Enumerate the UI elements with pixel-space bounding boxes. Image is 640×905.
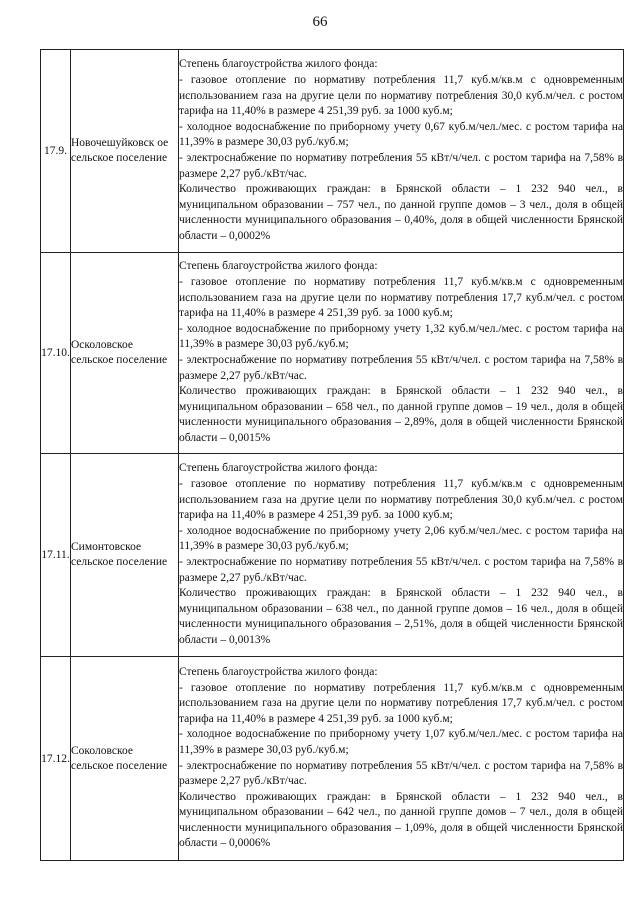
settlement-name: Симонтовское сельское поселение — [71, 454, 179, 657]
cold-water-text: - холодное водоснабжение по приборному учету 0,67 куб.м/чел./мес. с ростом тарифа на 11,39% в размере 30,03 руб./куб.м; — [179, 120, 623, 149]
cold-water-text: - холодное водоснабжение по приборному учету 2,06 куб.м/чел./мес. с ростом тарифа на 11,39% в размере 30,03 руб./куб.м; — [179, 524, 623, 553]
row-description — [179, 50, 624, 253]
population-text: Количество проживающих граждан: в Брянской области – 1 232 940 чел., в муниципальном образовании – 757 чел., по данной группе домов – 3 чел., доля в общей численности муниципального образования – 0,40%, доля в общей численности Брянской области – 0,0002% — [179, 183, 623, 242]
row-number: 17.12. — [41, 657, 71, 861]
table-row — [41, 454, 624, 657]
settlement-name: Осколовское сельское поселение — [71, 253, 179, 454]
gas-heating-text: - газовое отопление по нормативу потребления 11,7 куб.м/кв.м с одновременным использованием газа на другие цели по нормативу потребления 30,0 куб.м/чел. с ростом тарифа на 11,40% в размере 4 251,39 руб. за 1000 куб.м; — [179, 74, 623, 118]
cold-water-text: - холодное водоснабжение по приборному учету 1,07 куб.м/чел./мес. с ростом тарифа на 11,39% в размере 30,03 руб./куб.м; — [179, 728, 623, 756]
settlement-name: Соколовское сельское поселение — [71, 657, 179, 861]
page-number: 66 — [312, 14, 328, 30]
row-description — [179, 454, 624, 657]
population-text: Количество проживающих граждан: в Брянской области – 1 232 940 чел., в муниципальном образовании – 642 чел., по данной группе домов – 7 чел., доля в общей численности муниципального образования – 1,09%, доля в общей численности Брянской области – 0,0006% — [179, 790, 623, 850]
row-number: 17.10. — [41, 253, 71, 454]
settlement-name: Новочешуйковск ое сельское поселение — [71, 50, 179, 253]
row-number: 17.11. — [41, 454, 71, 657]
gas-heating-text: - газовое отопление по нормативу потребления 11,7 куб.м/кв.м с одновременным использованием газа на другие цели по нормативу потребления 17,7 куб.м/чел. с ростом тарифа на 11,40% в размере 4 251,39 руб. за 1000 куб.м; — [179, 681, 623, 725]
cold-water-text: - холодное водоснабжение по приборному учету 1,32 куб.м/чел./мес. с ростом тарифа на 11,39% в размере 30,03 руб./куб.м; — [179, 322, 623, 351]
row-description — [179, 657, 624, 861]
heading-text: Степень благоустройства жилого фонда: — [179, 58, 378, 71]
table-row — [41, 657, 624, 861]
electricity-text: - электроснабжение по нормативу потребления 55 кВт/ч/чел. с ростом тарифа на 7,58% в размере 2,27 руб./кВт/час. — [179, 759, 623, 788]
electricity-text: - электроснабжение по нормативу потребления 55 кВт/ч/чел. с ростом тарифа на 7,58% в размере 2,27 руб./кВт/час. — [179, 354, 623, 382]
population-text: Количество проживающих граждан: в Брянской области – 1 232 940 чел., в муниципальном образовании – 638 чел., по данной группе домов – 16 чел., доля в общей численности муниципального образования – 2,51%, доля в общей численности Брянской области – 0,0013% — [179, 587, 623, 646]
row-description — [179, 253, 624, 454]
heading-text: Степень благоустройства жилого фонда: — [179, 665, 378, 678]
electricity-text: - электроснабжение по нормативу потребления 55 кВт/ч/чел. с ростом тарифа на 7,58% в размере 2,27 руб./кВт/час. — [179, 152, 623, 180]
heading-text: Степень благоустройства жилого фонда: — [179, 462, 378, 475]
table-row — [41, 253, 624, 454]
row-number: 17.9. — [41, 50, 71, 253]
population-text: Количество проживающих граждан: в Брянской области – 1 232 940 чел., в муниципальном образовании – 658 чел., по данной группе домов – 19 чел., доля в общей численности муниципального образования – 2,89%, доля в общей численности Брянской области – 0,0015% — [179, 385, 623, 444]
heading-text: Степень благоустройства жилого фонда: — [179, 260, 378, 273]
table-row — [41, 50, 624, 253]
gas-heating-text: - газовое отопление по нормативу потребления 11,7 куб.м/кв.м с одновременным использованием газа на другие цели по нормативу потребления 30,0 куб.м/чел. с ростом тарифа на 11,40% в размере 4 251,39 руб. за 1000 куб.м; — [179, 478, 623, 522]
electricity-text: - электроснабжение по нормативу потребления 55 кВт/ч/чел. с ростом тарифа на 7,58% в размере 2,27 руб./кВт/час. — [179, 556, 623, 584]
settlements-table — [40, 49, 624, 861]
gas-heating-text: - газовое отопление по нормативу потребления 11,7 куб.м/кв.м с одновременным использованием газа на другие цели по нормативу потребления 17,7 куб.м/чел. с ростом тарифа на 11,40% в размере 4 251,39 руб. за 1000 куб.м; — [179, 276, 623, 320]
